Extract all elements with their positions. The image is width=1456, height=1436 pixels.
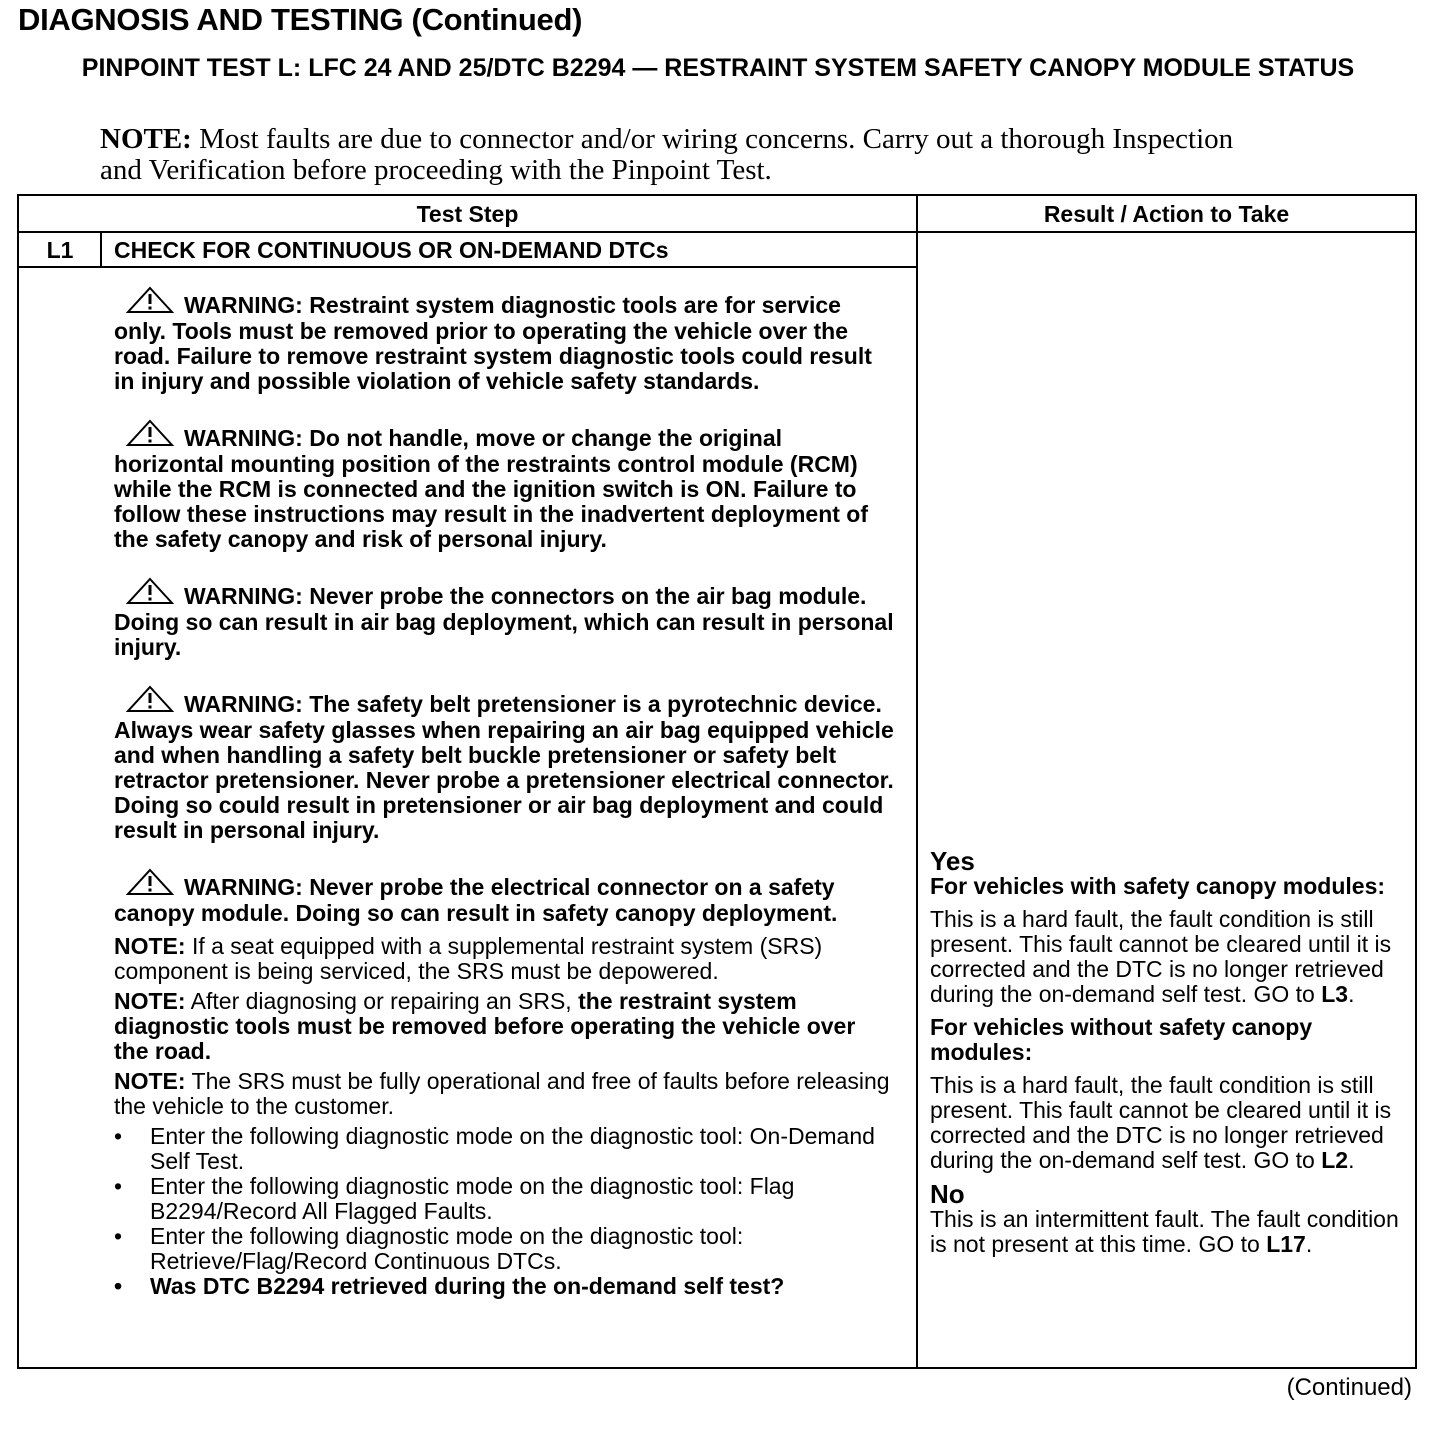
pinpoint-table bbox=[17, 194, 1417, 1369]
step-number: L1 bbox=[46, 237, 74, 263]
note-label: NOTE: bbox=[114, 988, 186, 1014]
goto-link-l3[interactable]: L3 bbox=[1321, 981, 1349, 1007]
note bbox=[114, 989, 894, 1064]
step-text: Enter the following diagnostic mode on the diagnostic tool: Flag B2294/Record All Flagged Faults. bbox=[150, 1173, 795, 1224]
period: . bbox=[1348, 1147, 1355, 1173]
note bbox=[114, 1069, 894, 1119]
without-canopy-body: This is a hard fault, the fault condition is still present. This fault cannot be cleared until it is corrected and the DTC is no longer retrieved during the on-demand self test. GO to bbox=[930, 1072, 1392, 1173]
warning-paragraph bbox=[114, 868, 894, 926]
step-list bbox=[114, 1124, 894, 1299]
warning-triangle-icon bbox=[126, 685, 174, 718]
with-canopy-body: This is a hard fault, the fault condition is still present. This fault cannot be cleared until it is corrected and the DTC is no longer retrieved during the on-demand self test. GO to bbox=[930, 906, 1392, 1007]
warning-paragraph bbox=[114, 419, 894, 552]
step-text: Enter the following diagnostic mode on the diagnostic tool: On-Demand Self Test. bbox=[150, 1123, 875, 1174]
note-bold-text: the restraint system diagnostic tools must be removed before operating the vehicle over the road. bbox=[114, 988, 856, 1064]
note-label: NOTE: bbox=[114, 933, 186, 959]
warning-paragraph bbox=[114, 685, 894, 843]
question-item bbox=[114, 1274, 894, 1299]
warning-list bbox=[114, 286, 894, 926]
warning-triangle-icon bbox=[126, 286, 174, 319]
bullet: • bbox=[114, 1223, 123, 1249]
no-text bbox=[930, 1207, 1410, 1257]
warning-text: WARNING: Never probe the electrical connector on a safety canopy module. Doing so can result in safety canopy deployment. bbox=[114, 874, 838, 926]
bullet: • bbox=[114, 1173, 123, 1199]
page-heading: DIAGNOSIS AND TESTING (Continued) bbox=[18, 2, 583, 37]
goto-link-l17[interactable]: L17 bbox=[1266, 1231, 1306, 1257]
step-title: CHECK FOR CONTINUOUS OR ON-DEMAND DTCs bbox=[114, 237, 669, 263]
note-text: After diagnosing or repairing an SRS, bbox=[185, 988, 579, 1014]
warning-text: WARNING: Do not handle, move or change the original horizontal mounting position of the restraints control module (RCM) while the RCM is connected and the ignition switch is ON. Failure to follow these instructions may result in the inadvertent deployment of the safety canopy and risk of personal injury. bbox=[114, 425, 869, 552]
warning-triangle-icon bbox=[126, 577, 174, 610]
warning-triangle-icon bbox=[126, 419, 174, 452]
without-canopy-heading: For vehicles without safety canopy modules: bbox=[930, 1014, 1313, 1065]
column-divider bbox=[916, 196, 918, 1367]
list-item bbox=[114, 1124, 894, 1174]
with-canopy-heading: For vehicles with safety canopy modules: bbox=[930, 873, 1386, 899]
header-result: Result / Action to Take bbox=[1043, 201, 1290, 227]
warning-text: WARNING: Never probe the connectors on the air bag module. Doing so can result in air bag deployment, which can result in personal injury. bbox=[114, 583, 894, 660]
header-test-step: Test Step bbox=[416, 201, 519, 227]
intro-note-text: Most faults are due to connector and/or wiring concerns. Carry out a thorough Inspection and Verification before proceeding with the Pinpoint Test. bbox=[100, 123, 1234, 186]
question-text: Was DTC B2294 retrieved during the on-demand self test? bbox=[150, 1273, 785, 1299]
intro-note-label: NOTE: bbox=[100, 123, 192, 155]
no-label: No bbox=[930, 1179, 965, 1209]
warning-paragraph bbox=[114, 286, 894, 394]
intro-note bbox=[100, 124, 1280, 186]
no-body: This is an intermittent fault. The fault condition is not present at this time. GO to bbox=[930, 1206, 1399, 1257]
with-canopy-text bbox=[930, 907, 1410, 1007]
goto-link-l2[interactable]: L2 bbox=[1321, 1147, 1349, 1173]
bullet: • bbox=[114, 1123, 123, 1149]
warning-text: WARNING: The safety belt pretensioner is a pyrotechnic device. Always wear safety glasses when repairing an air bag equipped vehicle and when handling a safety belt buckle pretensioner or safety belt retractor pretensioner. Never probe a pretensioner electrical connector. Doing so could result in pretensioner or air bag deployment and could result in personal injury. bbox=[114, 691, 894, 843]
step-text: Enter the following diagnostic mode on the diagnostic tool: Retrieve/Flag/Record Continuous DTCs. bbox=[150, 1223, 744, 1274]
yes-label: Yes bbox=[930, 846, 975, 876]
list-item bbox=[114, 1174, 894, 1224]
result-column bbox=[930, 848, 1410, 1265]
list-item bbox=[114, 1224, 894, 1274]
note-label: NOTE: bbox=[114, 1068, 186, 1094]
test-title: PINPOINT TEST L: LFC 24 AND 25/DTC B2294 — RESTRAINT SYSTEM SAFETY CANOPY MODULE STATUS bbox=[81, 54, 1355, 82]
warning-triangle-icon bbox=[126, 868, 174, 901]
test-step-body bbox=[114, 286, 894, 1299]
note-text: If a seat equipped with a supplemental restraint system (SRS) component is being serviced, the SRS must be depowered. bbox=[114, 933, 823, 984]
note bbox=[114, 934, 894, 984]
continued-label: (Continued) bbox=[1286, 1374, 1412, 1401]
period: . bbox=[1348, 981, 1355, 1007]
bullet: • bbox=[114, 1273, 123, 1299]
period: . bbox=[1305, 1231, 1313, 1257]
note-text: The SRS must be fully operational and free of faults before releasing the vehicle to the customer. bbox=[114, 1068, 890, 1119]
without-canopy-text bbox=[930, 1073, 1410, 1173]
warning-paragraph bbox=[114, 577, 894, 660]
warning-text: WARNING: Restraint system diagnostic tools are for service only. Tools must be removed prior to operating the vehicle over the road. Failure to remove restraint system diagnostic tools could result in injury and possible violation of vehicle safety standards. bbox=[114, 292, 872, 394]
